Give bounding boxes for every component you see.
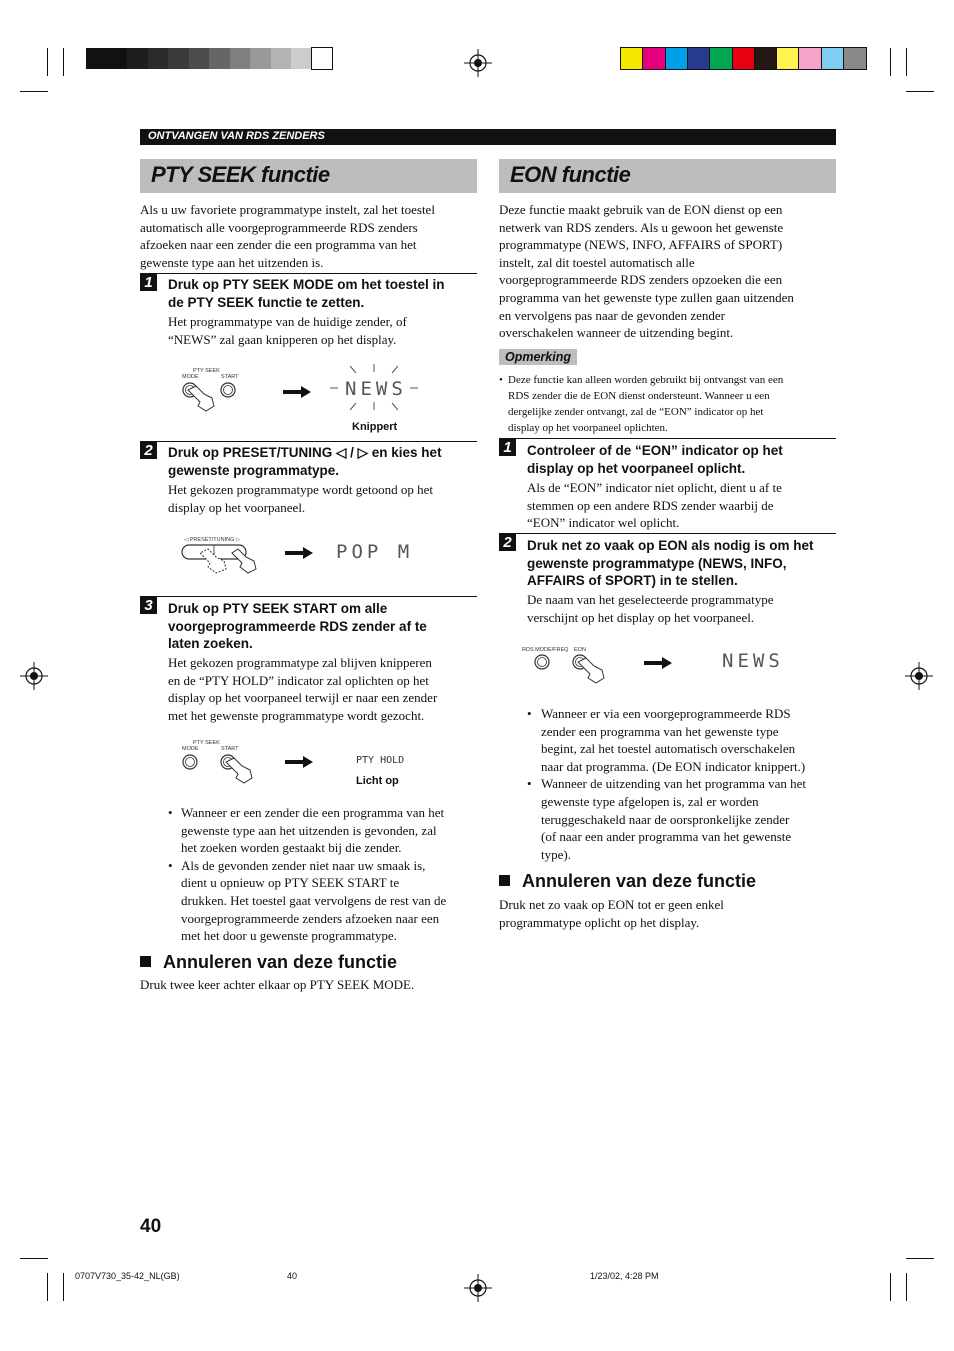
crop-mark	[47, 1273, 48, 1301]
gray-swatch	[230, 48, 251, 69]
color-swatch	[643, 48, 665, 69]
gray-swatch	[250, 48, 271, 69]
color-swatch	[621, 48, 643, 69]
registration-target-icon	[905, 662, 933, 690]
gray-swatch	[127, 48, 148, 69]
display-caption: Knippert	[352, 421, 398, 433]
list-item: • Wanneer er een zender die een programma van het gewenste type aan het uitzenden is gevonden, zal het zoeken worden gestaakt bij die zender.	[168, 805, 445, 856]
crop-mark	[20, 1258, 48, 1259]
display-readout: PTY HOLD	[356, 755, 405, 766]
mode-button-press-icon	[180, 380, 240, 414]
panel-button-label: MODE	[182, 374, 199, 380]
footer-file: 0707V730_35-42_NL(GB)	[75, 1271, 180, 1281]
gray-swatch	[209, 48, 230, 69]
step-number: 2	[499, 534, 516, 551]
arrow-right-icon	[285, 756, 313, 768]
gray-swatch	[291, 48, 312, 69]
arrow-right-icon	[283, 386, 311, 398]
panel-group-label: PTY SEEK	[193, 368, 220, 374]
arrow-right-icon	[285, 547, 313, 559]
left-cancel-body: Druk twee keer achter elkaar op PTY SEEK MODE.	[140, 977, 415, 992]
crop-mark	[20, 91, 48, 92]
step-divider	[140, 596, 477, 597]
panel-button-label: EON	[574, 647, 586, 653]
gray-swatch	[148, 48, 169, 69]
right-bullet-list	[527, 705, 839, 863]
color-swatch	[710, 48, 732, 69]
panel-button-label: RDS MODE/FREQ	[522, 647, 569, 653]
crop-mark	[906, 48, 907, 76]
crop-mark	[906, 1273, 907, 1301]
crop-mark	[906, 1258, 934, 1259]
footer-timestamp: 1/23/02, 4:28 PM	[590, 1271, 659, 1281]
gray-swatch	[168, 48, 189, 69]
gray-swatch	[271, 48, 292, 69]
crop-mark	[63, 48, 64, 76]
note-label: Opmerking	[499, 349, 577, 365]
step-heading: Druk net zo vaak op EON als nodig is om het gewenste programmatype (NEWS, INFO, AFFAIRS of SPORT) in te stellen.	[527, 538, 814, 589]
list-item: • Als de gevonden zender niet naar uw smaak is, dient u opnieuw op PTY SEEK START te drukken. Het toestel gaat vervolgens de rest van de voorgeprogrammeerde zenders afzoeken naar een met het door u gewenste programmatype.	[168, 857, 447, 944]
step-number: 1	[499, 439, 516, 456]
crop-mark	[890, 1273, 891, 1301]
registration-target-icon	[464, 1274, 492, 1302]
panel-button-label: START	[221, 746, 239, 752]
left-cancel-heading: Annuleren van deze functie	[140, 952, 397, 973]
step-divider	[499, 438, 836, 439]
step-body: Het programmatype van de huidige zender, of “NEWS” zal gaan knipperen op het display.	[168, 314, 407, 347]
step-number: 3	[140, 597, 157, 614]
left-title: PTY SEEK functie	[151, 162, 330, 187]
step-heading: Druk op PTY SEEK START om alle voorgeprogrammeerde RDS zender af te laten zoeken.	[168, 601, 427, 652]
step-heading: Druk op PRESET/TUNING ◁ / ▷ en kies het gewenste programmatype.	[168, 445, 442, 478]
right-cancel-body: Druk net zo vaak op EON tot er geen enkel programmatype oplicht op het display.	[499, 897, 724, 930]
page-number: 40	[140, 1216, 162, 1237]
step-number: 2	[140, 442, 157, 459]
display-readout: NEWS	[345, 378, 407, 400]
display-readout: NEWS	[722, 650, 784, 672]
step-body: Het gekozen programmatype zal blijven knipperen en de “PTY HOLD” indicator zal oplichten op het display op het voorpaneel terwijl er naar een zender met het gewenste programmatype wordt gezocht.	[168, 655, 438, 723]
crop-mark	[47, 48, 48, 76]
square-bullet-icon	[140, 956, 151, 967]
color-swatch	[822, 48, 844, 69]
footer-page-ref: 40	[287, 1271, 298, 1281]
left-bullet-list	[168, 804, 480, 945]
registration-target-icon	[464, 49, 492, 77]
step-body: De naam van het geselecteerde programmatype verschijnt op het display op het voorpaneel.	[527, 592, 774, 625]
panel-group-label: ◁ PRESET/TUNING ▷	[184, 537, 241, 543]
step-heading: Druk op PTY SEEK MODE om het toestel in de PTY SEEK functie te zetten.	[168, 277, 445, 310]
section-label: ONTVANGEN VAN RDS ZENDERS	[148, 130, 325, 142]
step-divider	[499, 533, 836, 534]
step-body: Als de “EON” indicator niet oplicht, dient u af te stemmen op een andere RDS zender waarbij de “EON” indicator wel oplicht.	[527, 480, 782, 531]
panel-group-label: PTY SEEK	[193, 740, 220, 746]
color-swatch	[688, 48, 710, 69]
color-swatch	[733, 48, 755, 69]
step-body: Het gekozen programmatype wordt getoond op het display op het voorpaneel.	[168, 482, 433, 515]
color-swatch	[755, 48, 777, 69]
right-title: EON functie	[510, 162, 631, 187]
square-bullet-icon	[499, 875, 510, 886]
crop-mark	[63, 1273, 64, 1301]
left-title-box	[140, 159, 477, 193]
step-heading: Controleer of de “EON” indicator op het display op het voorpaneel oplicht.	[527, 443, 783, 476]
arrow-right-icon	[644, 657, 672, 669]
panel-button-label: MODE	[182, 746, 199, 752]
step-number: 1	[140, 274, 157, 291]
gray-swatch	[312, 48, 333, 69]
display-caption: Licht op	[356, 775, 399, 787]
display-readout: POP M	[336, 541, 414, 563]
right-cancel-heading: Annuleren van deze functie	[499, 871, 756, 892]
eon-button-press-icon	[533, 653, 613, 687]
right-intro: Deze functie maakt gebruik van de EON dienst op een netwerk van RDS zenders. Als u gewoon het gewenste programmatype (NEWS, INFO, AFFAIRS of SPORT) instelt, zal dit toestel automatisch alle voorgeprogrammeerde RDS zenders opzoeken die een programma van het gewenste type zullen gaan uitzenden en vervolgens pas naar de gevonden zender overschakelen wanneer de uitzending begint.	[499, 202, 794, 341]
gray-swatch	[189, 48, 210, 69]
color-swatch	[844, 48, 866, 69]
color-swatch	[666, 48, 688, 69]
color-swatch	[799, 48, 821, 69]
start-button-press-icon	[180, 752, 260, 786]
step-divider	[140, 441, 477, 442]
note-body: • Deze functie kan alleen worden gebruikt bij ontvangst van een RDS zender die de EON dienst ondersteunt. Wanneer u een dergelijke zender ontvangt, zal de “EON” indicator op het display op het voorpaneel oplichten.	[499, 374, 784, 434]
list-item: • Wanneer er via een voorgeprogrammeerde RDS zender een programma van het gewenste type begint, zal het toestel automatisch overschakelen naar dat programma. (De EON indicator knippert.)	[527, 706, 806, 774]
registration-target-icon	[20, 662, 48, 690]
preset-tuning-press-icon	[180, 543, 260, 577]
left-intro: Als u uw favoriete programmatype instelt, zal het toestel automatisch alle voorgeprogrammeerde RDS zenders afzoeken naar een zender die een programma van het gewenste type aan het uitzenden is.	[140, 202, 435, 270]
step-divider	[140, 273, 477, 274]
crop-mark	[906, 91, 934, 92]
list-item: • Wanneer de uitzending van het programma van het gewenste type afgelopen is, zal er worden teruggeschakeld naar de oorspronkelijke zender (of naar een ander programma van het gewenste type).	[527, 776, 806, 862]
panel-button-label: START	[221, 374, 239, 380]
right-title-box	[499, 159, 836, 193]
section-header	[140, 129, 836, 145]
color-swatch	[777, 48, 799, 69]
gray-swatch	[86, 48, 107, 69]
gray-swatch	[107, 48, 128, 69]
crop-mark	[890, 48, 891, 76]
